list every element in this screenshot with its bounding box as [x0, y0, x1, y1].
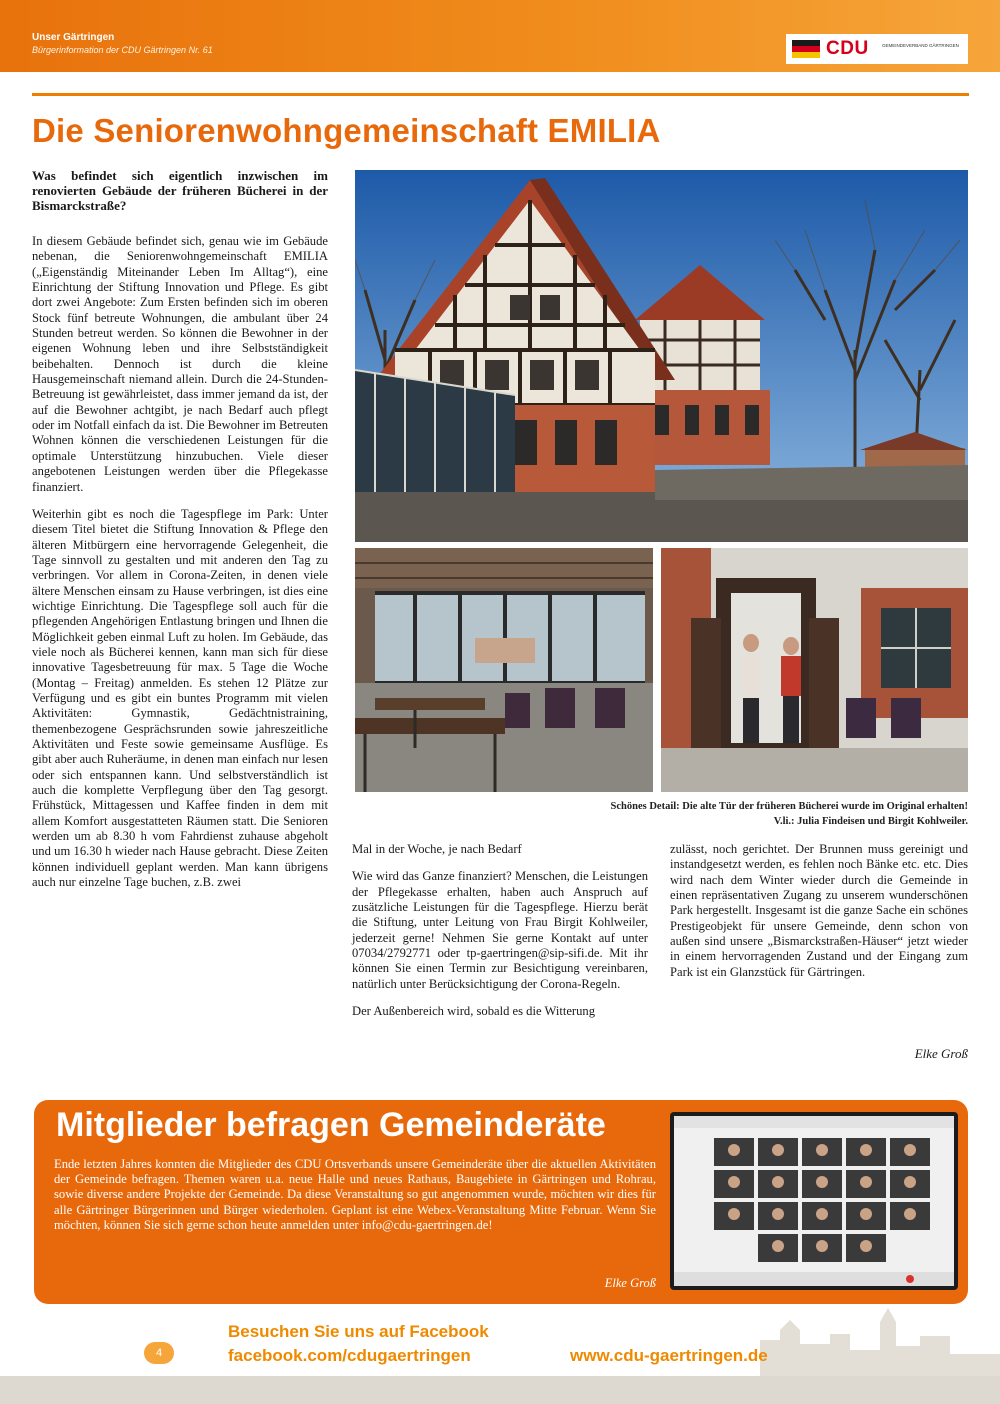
video-conference-screenshot	[670, 1112, 958, 1290]
info-box-signature: Elke Groß	[604, 1276, 656, 1290]
publication-name: Unser Gärtringen	[32, 32, 115, 43]
header-rule	[32, 93, 969, 96]
article-lead: Was befindet sich eigentlich inzwischen im renovierten Gebäude der früheren Bücherei in der Bismarckstraße?	[32, 168, 328, 213]
website-link[interactable]: www.cdu-gaertringen.de	[570, 1346, 768, 1365]
logo-subtitle: GEMEINDEVERBAND GÄRTRINGEN	[882, 43, 959, 48]
publication-issue: Bürgerinformation der CDU Gärtringen Nr. 61	[32, 45, 213, 55]
caption-line: V.li.: Julia Findeisen und Birgit Kohlweiler.	[773, 816, 968, 827]
article-headline: Die Seniorenwohngemeinschaft EMILIA	[32, 112, 661, 149]
page-number: 4	[144, 1342, 174, 1364]
info-box-text: Ende letzten Jahres konnten die Mitglieder des CDU Ortsverbands unsere Gemeinderäte über die aktuellen Aktivitäten der Gemeinde befragen. Themen waren u.a. neue Halle und neues Rathaus, Baugebiete in Gärtringen und Rohrau, sowie diverse andere Projekte der Gemeinde. Da diese Veranstaltung so gut angenommen wurde, möchten wir dies für alle Gärtringer Bürgerinnen und Bürger wiederholen. Geplant ist eine Webex-Veranstaltung Mitte Februar. Wenn Sie möchten, können Sie sich gerne schon heute anmelden unter info@cdu-gaertringen.de!	[54, 1157, 656, 1232]
article-column-2	[352, 842, 648, 1031]
article-signature: Elke Groß	[914, 1046, 968, 1061]
info-box	[34, 1100, 968, 1304]
paragraph: Der Außenbereich wird, sobald es die Witterung	[352, 1004, 596, 1019]
caption-line: Schönes Detail: Die alte Tür der früheren Bücherei wurde im Original erhalten!	[610, 801, 968, 812]
paragraph: Mal in der Woche, je nach Bedarf	[352, 842, 522, 856]
cdu-flag-icon	[792, 40, 820, 58]
photo-dining-room	[355, 548, 653, 792]
facebook-link[interactable]: facebook.com/cdugaertringen	[228, 1346, 471, 1365]
info-box-title: Mitglieder befragen Gemeinderäte	[56, 1106, 606, 1144]
photo-entrance-door	[661, 548, 968, 792]
paragraph: Wie wird das Ganze finanziert? Menschen, die Leistungen der Pflegekasse erhalten, haben auch Anspruch auf zusätzliche Leistungen für die Tagespflege. Hierzu berät die Stiftung, unter Leitung von Frau Birgit Kohlweiler, jederzeit gerne! Nehmen Sie gerne Kontakt auf unter 07034/2792771 oder tp-gaertringen@sip-sifi.de. Mit ihr können Sie einen Termin zur Besichtigung vereinbaren, natürlich unter Berücksichtigung der Corona-Regeln.	[352, 869, 648, 991]
cdu-logo	[786, 34, 968, 64]
photo-caption	[508, 799, 968, 829]
paragraph: Weiterhin gibt es noch die Tagespflege im Park: Unter diesem Titel bietet die Stiftung Innovation & Pflege den älteren Mitbürgern eine hervorragende Gelegenheit, die Tage sinnvoll zu gestalten und mit anderen den Tag zu verbringen. Vor allem in Corona-Zeiten, in denen viele ältere Menschen einsam zu Hause verbringen, ist dies eine wichtige Einrichtung. Die Tagespflege soll auch für die pflegenden Angehörigen Entlastung bringen und Ihnen die Möglichkeit geben einmal Luft zu holen. Im Gebäude, das viele noch als Bücherei kennen, kann man sich für diese innovative Tagesbetreuung für max. 5 Tage die Woche (Montag – Freitag) anmelden. Es stehen 12 Plätze zur Verfügung und es gibt ein buntes Programm mit vielen Aktivitäten: Gymnastik, Gedächtnistraining, themenbezogene Gesprächsrunden sowie jahreszeitliche Aktivitäten und Feste sowie gemeinsame Ausflüge. Es gibt aber auch Ruheräume, in denen man einfach nur lesen oder sich entspannen kann. Und selbstverständlich ist auch die komplette Verpflegung über den Tag gesorgt. Frühstück, Mittagessen und Kaffee finden in dem mit allem Komfort ausgestatteten Räumen statt. Die Senioren werden um ab 8.30 h vom Fahrdienst zuhause abgeholt und um 16.30 h wieder nach Hause gebracht. Diese Zeiten können individuell geplant werden. Man kann übrigens auch nur einzelne Tage buchen, z.B. zwei	[32, 506, 328, 890]
paragraph: In diesem Gebäude befindet sich, genau wie im Gebäude nebenan, die Seniorenwohngemeinschaft EMILIA („Eigenständig Miteinander Leben Im Alltag“), eine Einrichtung der Stiftung Innovation und Pflege. Es gibt dort zwei Angebote: Zum Ersten befinden sich im oberen Stock fünf betreute Wohnungen, die ambulant über 24 Stunden betreut werden. So können die Bewohner in der eigenen Wohnung leben und ihre Selbstständigkeit beibehalten. Dennoch ist durch die kleine Hausgemeinschaft niemand allein. Durch die 24-Stunden-Betreuung ist gewährleistet, dass immer jemand da ist, der auf die Bewohner achtgibt, je nach Bedarf auch pflegt oder im Notfall einfach da ist. Die Bewohner im Betreuten Wohnen können die verschiedenen Leistungen für die optimale Unterstützung hinzubuchen. Viele dieser angebotenen Leistungen werden über die Pflegekasse finanziert.	[32, 234, 328, 494]
article-column-1	[32, 234, 328, 902]
photo-building-exterior	[355, 170, 968, 542]
facebook-promo: Besuchen Sie uns auf Facebook	[228, 1322, 489, 1341]
article-column-3	[670, 842, 968, 992]
page-header	[0, 0, 1000, 72]
logo-word: CDU	[826, 38, 869, 59]
paragraph: zulässt, noch gerichtet. Der Brunnen muss gereinigt und instandgesetzt werden, es fehlen noch Bänke etc. etc. Dies wird nach dem Winter wieder durch die Gemeinde in einen repräsentativen Zugang zu unserem wunderschönen Park hergestellt. Insgesamt ist die ganze Sache ein schönes Prestigeobjekt für unsere Gemeinde, denn schon von außen sind unsere „Bismarckstraßen-Häuser“ jetzt wieder in einem hervorragenden Zustand und der Eingang zum Park ist ein Glanzstück für Gärtringen.	[670, 842, 968, 979]
